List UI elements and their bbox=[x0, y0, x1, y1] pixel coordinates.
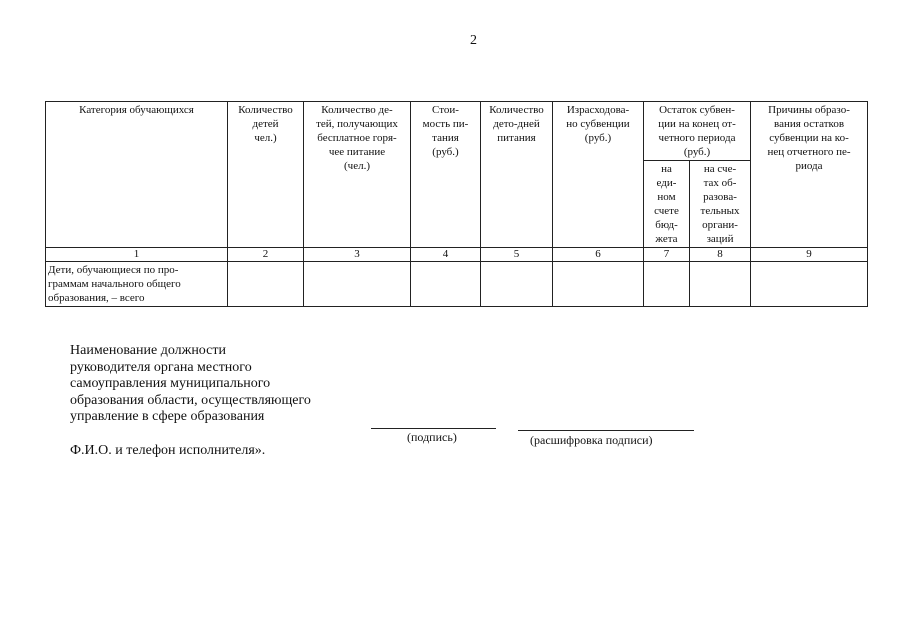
signature-caption: (подпись) bbox=[407, 430, 457, 444]
table-cell bbox=[690, 262, 751, 307]
table-cell bbox=[553, 262, 644, 307]
table-cell bbox=[228, 262, 304, 307]
column-number: 8 bbox=[690, 248, 751, 262]
position-title: Наименование должности руководителя органа местного самоуправления муниципального образования области, осуществляющего управление в сфере образования bbox=[70, 343, 311, 424]
column-number: 5 bbox=[481, 248, 553, 262]
table-cell bbox=[304, 262, 411, 307]
column-number: 2 bbox=[228, 248, 304, 262]
header-remainder-orgs: на сче- тах об- разова- тельных органи- заций bbox=[690, 161, 751, 248]
header-remainder-budget: на еди- ном счете бюд- жета bbox=[644, 161, 690, 248]
table-cell bbox=[751, 262, 868, 307]
row-label: Дети, обучающиеся по про- граммам начального общего образования, – всего bbox=[46, 262, 228, 307]
column-number: 6 bbox=[553, 248, 644, 262]
page-number: 2 bbox=[470, 33, 477, 48]
header-reasons: Причины образо- вания остатков субвенции на ко- нец отчетного пе- риода bbox=[751, 102, 868, 248]
header-meal-cost: Стои- мость пи- тания (руб.) bbox=[411, 102, 481, 248]
column-number: 4 bbox=[411, 248, 481, 262]
table-cell bbox=[411, 262, 481, 307]
table-cell bbox=[644, 262, 690, 307]
decoding-line bbox=[518, 430, 694, 431]
table-cell bbox=[481, 262, 553, 307]
column-number: 1 bbox=[46, 248, 228, 262]
header-spent-subvention: Израсходова- но субвенции (руб.) bbox=[553, 102, 644, 248]
table-row bbox=[46, 262, 868, 307]
column-number-row bbox=[46, 248, 868, 262]
decoding-caption: (расшифровка подписи) bbox=[530, 433, 653, 447]
column-number: 7 bbox=[644, 248, 690, 262]
report-table bbox=[45, 101, 868, 307]
signature-line bbox=[371, 428, 496, 429]
column-number: 9 bbox=[751, 248, 868, 262]
executor-label: Ф.И.О. и телефон исполнителя». bbox=[70, 443, 266, 458]
header-child-days: Количество дето-дней питания bbox=[481, 102, 553, 248]
header-remainder: Остаток субвен- ции на конец от- четного периода (руб.) bbox=[644, 102, 751, 161]
header-category: Категория обучающихся bbox=[46, 102, 228, 248]
column-number: 3 bbox=[304, 248, 411, 262]
header-free-meals-count: Количество де- тей, получающих бесплатное горя- чее питание (чел.) bbox=[304, 102, 411, 248]
header-children-count: Количество детей чел.) bbox=[228, 102, 304, 248]
